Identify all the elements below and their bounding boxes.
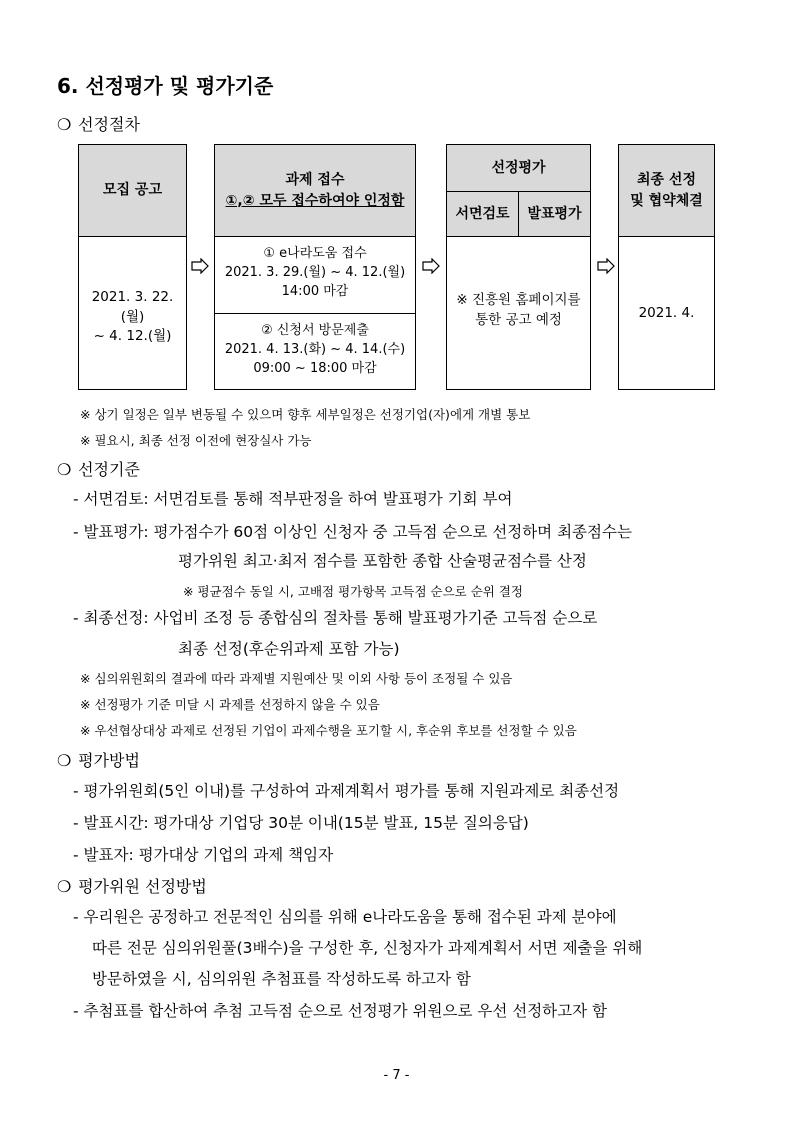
subsection-criteria [57, 457, 140, 480]
method-line: - 평가위원회(5인 이내)를 구성하여 과제계획서 평가를 통해 지원과제로 최종선정 [73, 782, 620, 800]
selection-line: 따른 전문 심의위원풀(3배수)을 구성한 후, 신청자가 과제계획서 서면 제출을 위해 [92, 939, 643, 957]
flow-step-recruit [78, 144, 187, 390]
flow-line: 14:00 마감 [281, 283, 349, 299]
criteria-line: 최종 선정(후순위과제 포함 가능) [178, 640, 400, 658]
note-line: ※ 우선협상대상 과제로 선정된 기업이 과제수행을 포기할 시, 후순위 후보를 선정할 수 있음 [80, 723, 577, 738]
arrow-right-icon [597, 258, 615, 274]
flow-header-note: ①,② 모두 접수하여야 인정함 [225, 192, 405, 209]
hollow-circle-icon: ❍ [57, 751, 72, 770]
flow-submission-visit [215, 322, 415, 379]
note-line: ※ 심의위원회의 결과에 따라 과제별 지원예산 및 이외 사항 등이 조정될 수 있음 [80, 671, 513, 686]
subsection-selection [57, 874, 207, 897]
selection-line: 방문하였을 시, 심의위원 추첨표를 작성하도록 하고자 함 [92, 970, 471, 988]
selection-line: - 우리원은 공정하고 전문적인 심의를 위해 e나라도움을 통해 접수된 과제 분야에 [73, 908, 617, 926]
flow-step-header [619, 145, 714, 237]
flow-line: ※ 진흥원 홈페이지를 [456, 292, 581, 308]
flow-line: 2021. 3. 29.(월) ~ 4. 12.(월) [224, 264, 406, 280]
divider [215, 313, 415, 314]
criteria-line: 평가위원 최고·최저 점수를 포함한 종합 산술평균점수를 산정 [178, 552, 587, 570]
section-title: 6. 선정평가 및 평가기준 [57, 74, 274, 98]
selection-line: - 추첨표를 합산하여 추첨 고득점 순으로 선정평가 위원으로 우선 선정하고자 함 [73, 1002, 608, 1020]
flow-header-line: 및 협약체결 [630, 192, 703, 209]
criteria-line: - 발표평가: 평가점수가 60점 이상인 신청자 중 고득점 순으로 선정하며 최종점수는 [73, 523, 632, 541]
hollow-circle-icon: ❍ [57, 877, 72, 896]
flow-subheader: 발표평가 [527, 206, 582, 222]
flow-step-body [447, 291, 590, 330]
subsection-label: 선정절차 [78, 115, 140, 134]
arrow-right-icon [191, 258, 209, 274]
page-number: - 7 - [383, 1068, 410, 1083]
hollow-circle-icon: ❍ [57, 460, 72, 479]
flow-step-header [447, 145, 590, 237]
criteria-line: - 최종선정: 사업비 조정 등 종합심의 절차를 통해 발표평가기준 고득점 순으로 [73, 609, 598, 627]
flow-header-line: 과제 접수 [285, 172, 345, 189]
flow-header-line: 최종 선정 [637, 172, 696, 189]
flow-subheader: 서면검토 [447, 192, 519, 237]
flow-line: ② 신청서 방문제출 [261, 323, 369, 338]
flow-step-header: 모집 공고 [79, 145, 186, 237]
flow-header-line: 선정평가 [447, 145, 590, 192]
subsection-label: 선정기준 [78, 460, 140, 479]
flow-subheaders [447, 192, 590, 237]
flow-date-line: 2021. 3. 22. (월) [91, 289, 174, 325]
flow-submission-online [215, 245, 415, 302]
flow-step-body [79, 288, 186, 347]
method-line: - 발표자: 평가대상 기업의 과제 책임자 [73, 846, 334, 864]
flow-step-header [215, 145, 415, 237]
hollow-circle-icon: ❍ [57, 115, 72, 134]
subsection-label: 평가방법 [78, 751, 140, 770]
flow-line: ① e나라도움 접수 [263, 246, 367, 261]
criteria-line: - 서면검토: 서면검토를 통해 적부판정을 하여 발표평가 기회 부여 [73, 490, 513, 508]
subsection-label: 평가위원 선정방법 [78, 877, 207, 896]
flow-date-line: ~ 4. 12.(월) [93, 328, 172, 345]
flow-step-evaluation [446, 144, 591, 390]
flow-step-final [618, 144, 715, 390]
subsection-procedure [57, 112, 140, 135]
arrow-right-icon [422, 258, 440, 274]
flow-step-body: 2021. 4. [638, 305, 695, 321]
method-line: - 발표시간: 평가대상 기업당 30분 이내(15분 발표, 15분 질의응답) [73, 814, 529, 832]
flow-step-submission [214, 144, 416, 390]
subsection-method [57, 748, 140, 771]
flow-line: 09:00 ~ 18:00 마감 [253, 360, 377, 376]
note-line: ※ 상기 일정은 일부 변동될 수 있으며 향후 세부일정은 선정기업(자)에게 개별 통보 [80, 407, 531, 422]
flow-line: 2021. 4. 13.(화) ~ 4. 14.(수) [224, 341, 406, 357]
note-line: ※ 필요시, 최종 선정 이전에 현장실사 가능 [80, 433, 312, 448]
note-line: ※ 선정평가 기준 미달 시 과제를 선정하지 않을 수 있음 [80, 697, 380, 712]
flow-line: 통한 공고 예정 [475, 311, 562, 328]
note-line: ※ 평균점수 동일 시, 고배점 평가항목 고득점 순으로 순위 결정 [183, 584, 524, 599]
